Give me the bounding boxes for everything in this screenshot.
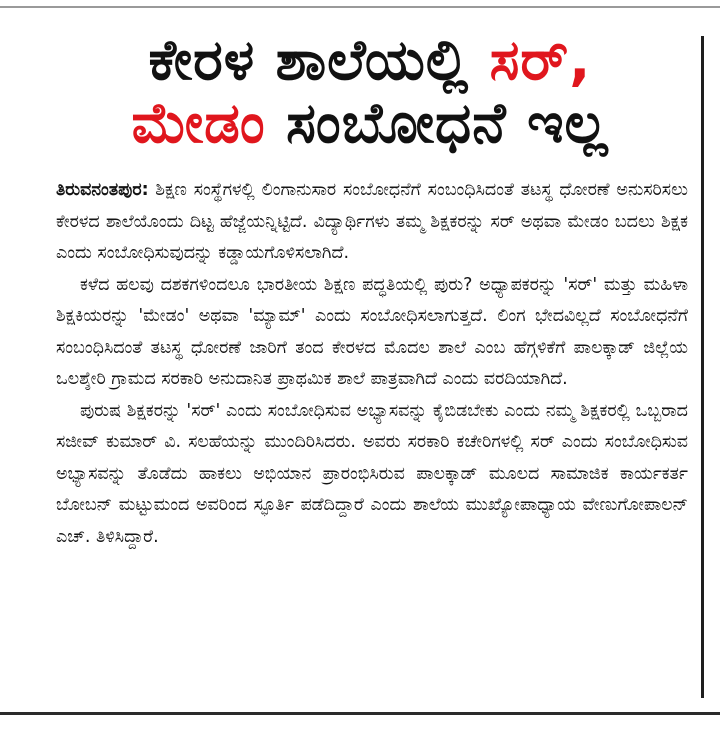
headline-line2-red: ಮೇಡಂ [131, 90, 266, 156]
top-rule [0, 0, 720, 8]
dateline: ತಿರುವನಂತಪುರ: [56, 180, 149, 200]
headline-line1-black: ಕೇರಳ ಶಾಲೆಯಲ್ಲಿ [148, 28, 490, 93]
article-body [56, 175, 688, 553]
paragraph-3-text: ಪುರುಷ ಶಿಕ್ಷಕರನ್ನು 'ಸರ್' ಎಂದು ಸಂಬೋಧಿಸುವ ಅಭ್ಯಾಸವನ್ನು ಕೈಬಿಡಬೇಕು ಎಂದು ನಮ್ಮ ಶಿಕ್ಷಕರಲ್ಲಿ ಒಬ್ಬರಾದ ಸಜೀವ್ ಕುಮಾರ್ ವಿ. ಸಲಹೆಯನ್ನು ಮುಂದಿರಿಸಿದರು. ಅವರು ಸರಕಾರಿ ಕಚೇರಿಗಳಲ್ಲಿ ಸರ್ ಎಂದು ಸಂಬೋಧಿಸುವ ಅಭ್ಯಾಸವನ್ನು ತೊಡೆದು ಹಾಕಲು ಅಭಿಯಾನ ಪ್ರಾರಂಭಿಸಿರುವ ಪಾಲಕ್ಕಾಡ್ ಮೂಲದ ಸಾಮಾಜಿಕ ಕಾರ್ಯಕರ್ತ ಬೋಬನ್ ಮಟ್ಟುಮಂದ ಅವರಿಂದ ಸ್ಫೂರ್ತಿ ಪಡೆದಿದ್ದಾರೆ ಎಂದು ಶಾಲೆಯ ಮುಖ್ಯೋಪಾಧ್ಯಾಯ ವೇಣುಗೋಪಾಲನ್ ಎಚ್. ತಿಳಿಸಿದ್ದಾರೆ. [56, 400, 688, 547]
bottom-rule [0, 712, 720, 715]
headline-line1-red: ಸರ್, [489, 28, 592, 93]
paragraph-1-text: ಶಿಕ್ಷಣ ಸಂಸ್ಥೆಗಳಲ್ಲಿ ಲಿಂಗಾನುಸಾರ ಸಂಬೋಧನೆಗೆ ಸಂಬಂಧಿಸಿದಂತೆ ತಟಸ್ಥ ಧೋರಣೆ ಅನುಸರಿಸಲು ಕೇರಳದ ಶಾಲೆಯೊಂದು ದಿಟ್ಟ ಹೆಜ್ಜೆಯನ್ನಿಟ್ಟಿದೆ. ವಿದ್ಯಾರ್ಥಿಗಳು ತಮ್ಮ ಶಿಕ್ಷಕರನ್ನು ಸರ್ ಅಥವಾ ಮೇಡಂ ಬದಲು ಶಿಕ್ಷಕ ಎಂದು ಸಂಬೋಧಿಸುವುದನ್ನು ಕಡ್ಡಾಯಗೊಳಿಸಲಾಗಿದೆ. [56, 180, 688, 263]
article-paragraph-1 [56, 175, 688, 270]
article-paragraph-3 [56, 396, 688, 554]
column-rule [701, 36, 704, 698]
headline [60, 30, 680, 155]
headline-line2-black: ಸಂಬೋಧನೆ ಇಲ್ಲ [265, 90, 609, 156]
article-paragraph-2 [56, 270, 688, 396]
paragraph-2-text: ಕಳೆದ ಹಲವು ದಶಕಗಳಿಂದಲೂ ಭಾರತೀಯ ಶಿಕ್ಷಣ ಪದ್ಧತಿಯಲ್ಲಿ ಪುರು? ಅಧ್ಯಾಪಕರನ್ನು 'ಸರ್' ಮತ್ತು ಮಹಿಳಾ ಶಿಕ್ಷಕಿಯರನ್ನು 'ಮೇಡಂ' ಅಥವಾ 'ಮ್ಯಾಮ್' ಎಂದು ಸಂಬೋಧಿಸಲಾಗುತ್ತದೆ. ಲಿಂಗ ಭೇದವಿಲ್ಲದೆ ಸಂಬೋಧನೆಗೆ ಸಂಬಂಧಿಸಿದಂತೆ ತಟಸ್ಥ ಧೋರಣೆ ಜಾರಿಗೆ ತಂದ ಕೇರಳದ ಮೊದಲ ಶಾಲೆ ಎಂಬ ಹೆಗ್ಗಳಿಕೆಗೆ ಪಾಲಕ್ಕಾಡ್ ಜಿಲ್ಲೆಯ ಒಲಶ್ಶೇರಿ ಗ್ರಾಮದ ಸರಕಾರಿ ಅನುದಾನಿತ ಪ್ರಾಥಮಿಕ ಶಾಲೆ ಪಾತ್ರವಾಗಿದೆ ಎಂದು ವರದಿಯಾಗಿದೆ. [56, 274, 688, 389]
